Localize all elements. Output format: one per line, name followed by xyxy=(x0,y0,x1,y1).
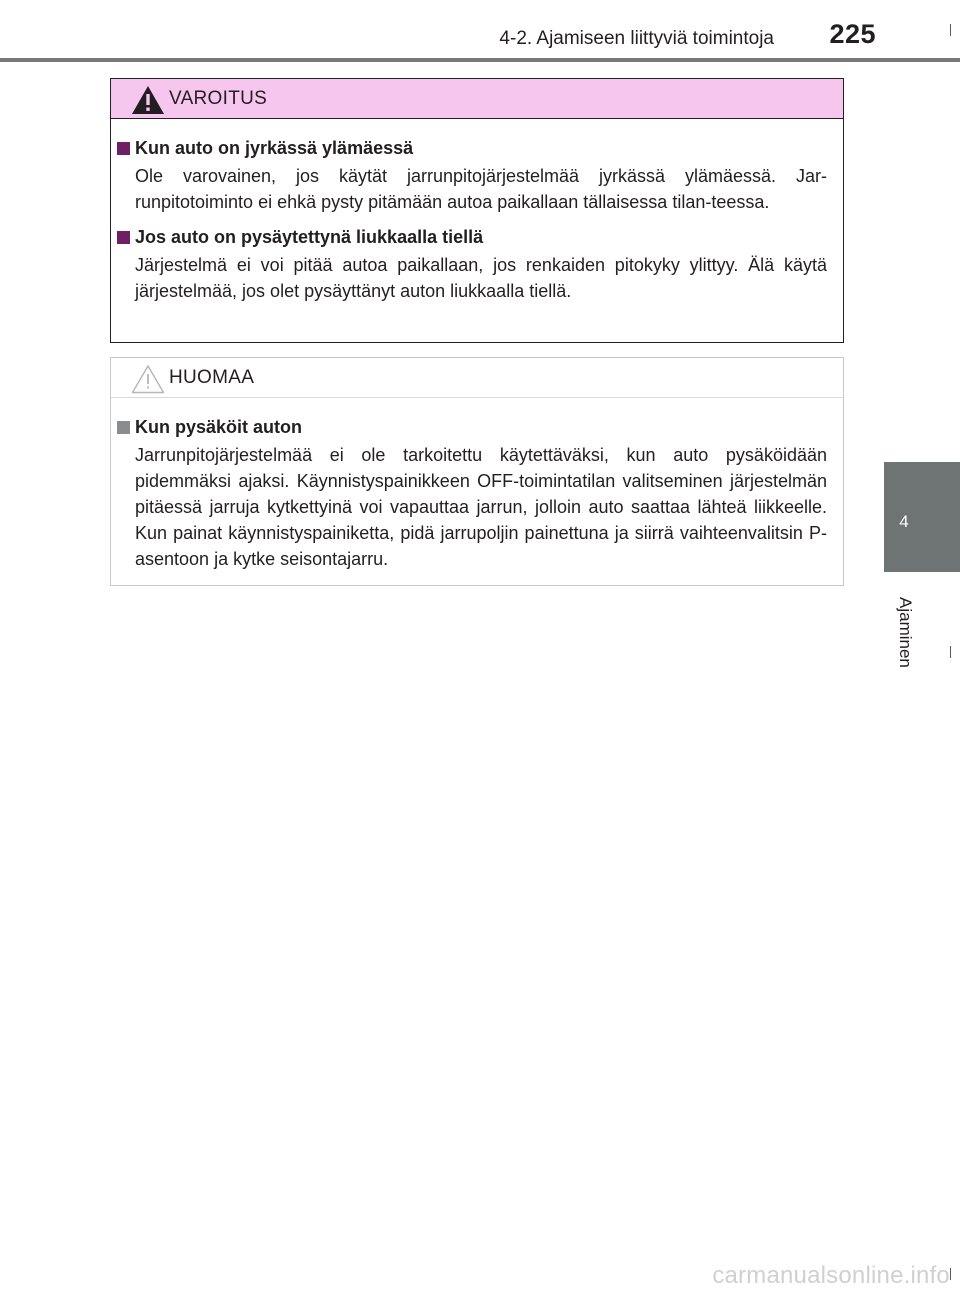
chapter-label: Ajaminen xyxy=(896,597,915,668)
notice-box-body xyxy=(111,398,843,572)
page-number: 225 xyxy=(829,19,876,49)
square-bullet-icon xyxy=(117,142,130,155)
notice-box xyxy=(110,357,844,586)
header-rule xyxy=(0,58,960,62)
notice-heading: HUOMAA xyxy=(169,367,255,388)
trim-mark-bottom xyxy=(950,1268,951,1280)
notice-box-header xyxy=(111,358,843,398)
trim-mark-mid xyxy=(950,646,951,658)
square-bullet-icon xyxy=(117,231,130,244)
notice-section-title-text: Kun pysäköit auton xyxy=(135,417,303,437)
warning-section-title xyxy=(117,135,827,161)
warning-section-text: Järjestelmä ei voi pitää autoa paikallaan, jos renkaiden pitokyky ylittyy. Älä käytä järjestelmää, jos olet pysäyttänyt auton liukkaalla tiellä. xyxy=(135,255,827,301)
warning-box xyxy=(110,78,844,343)
square-bullet-icon xyxy=(117,421,130,434)
notice-section-text: Jarrunpitojärjestelmää ei ole tarkoitettu käytettäväksi, kun auto pysäköidään pidemmäksi ajaksi. Käynnistyspainikkeen OFF-toimintatilan valitseminen järjestelmän pitäessä jarruja kytkettyinä voi vapauttaa jarrun, jolloin auto saattaa lähteä liikkeelle. Kun painat käynnistyspainiketta, pidä jarrupoljin painettuna ja siirrä vaihteenvalitsin P-asentoon ja kytke seisontajarru. xyxy=(135,445,827,569)
warning-section xyxy=(117,135,827,215)
warning-triangle-icon xyxy=(131,85,165,115)
warning-section-title xyxy=(117,224,827,250)
warning-section xyxy=(117,224,827,304)
caution-triangle-icon xyxy=(131,364,165,394)
trim-mark-top xyxy=(950,24,951,36)
warning-heading: VAROITUS xyxy=(169,88,268,109)
warning-section-title-text: Kun auto on jyrkässä ylämäessä xyxy=(135,138,414,158)
warning-section-text: Ole varovainen, jos käytät jarrunpitojärjestelmää jyrkässä ylämäessä. Jar-runpitotoiminto ei ehkä pysty pitämään autoa paikallaan tällaisessa tilan-teessa. xyxy=(135,166,827,212)
warning-box-body xyxy=(111,119,843,304)
chapter-number: 4 xyxy=(899,512,909,531)
watermark: carmanualsonline.info xyxy=(712,1262,950,1289)
section-header-title: 4-2. Ajamiseen liittyviä toimintoja xyxy=(499,28,774,49)
notice-section xyxy=(117,414,827,572)
warning-box-header xyxy=(111,79,843,119)
warning-section-title-text: Jos auto on pysäytettynä liukkaalla tiellä xyxy=(135,227,484,247)
notice-section-title xyxy=(117,414,827,440)
